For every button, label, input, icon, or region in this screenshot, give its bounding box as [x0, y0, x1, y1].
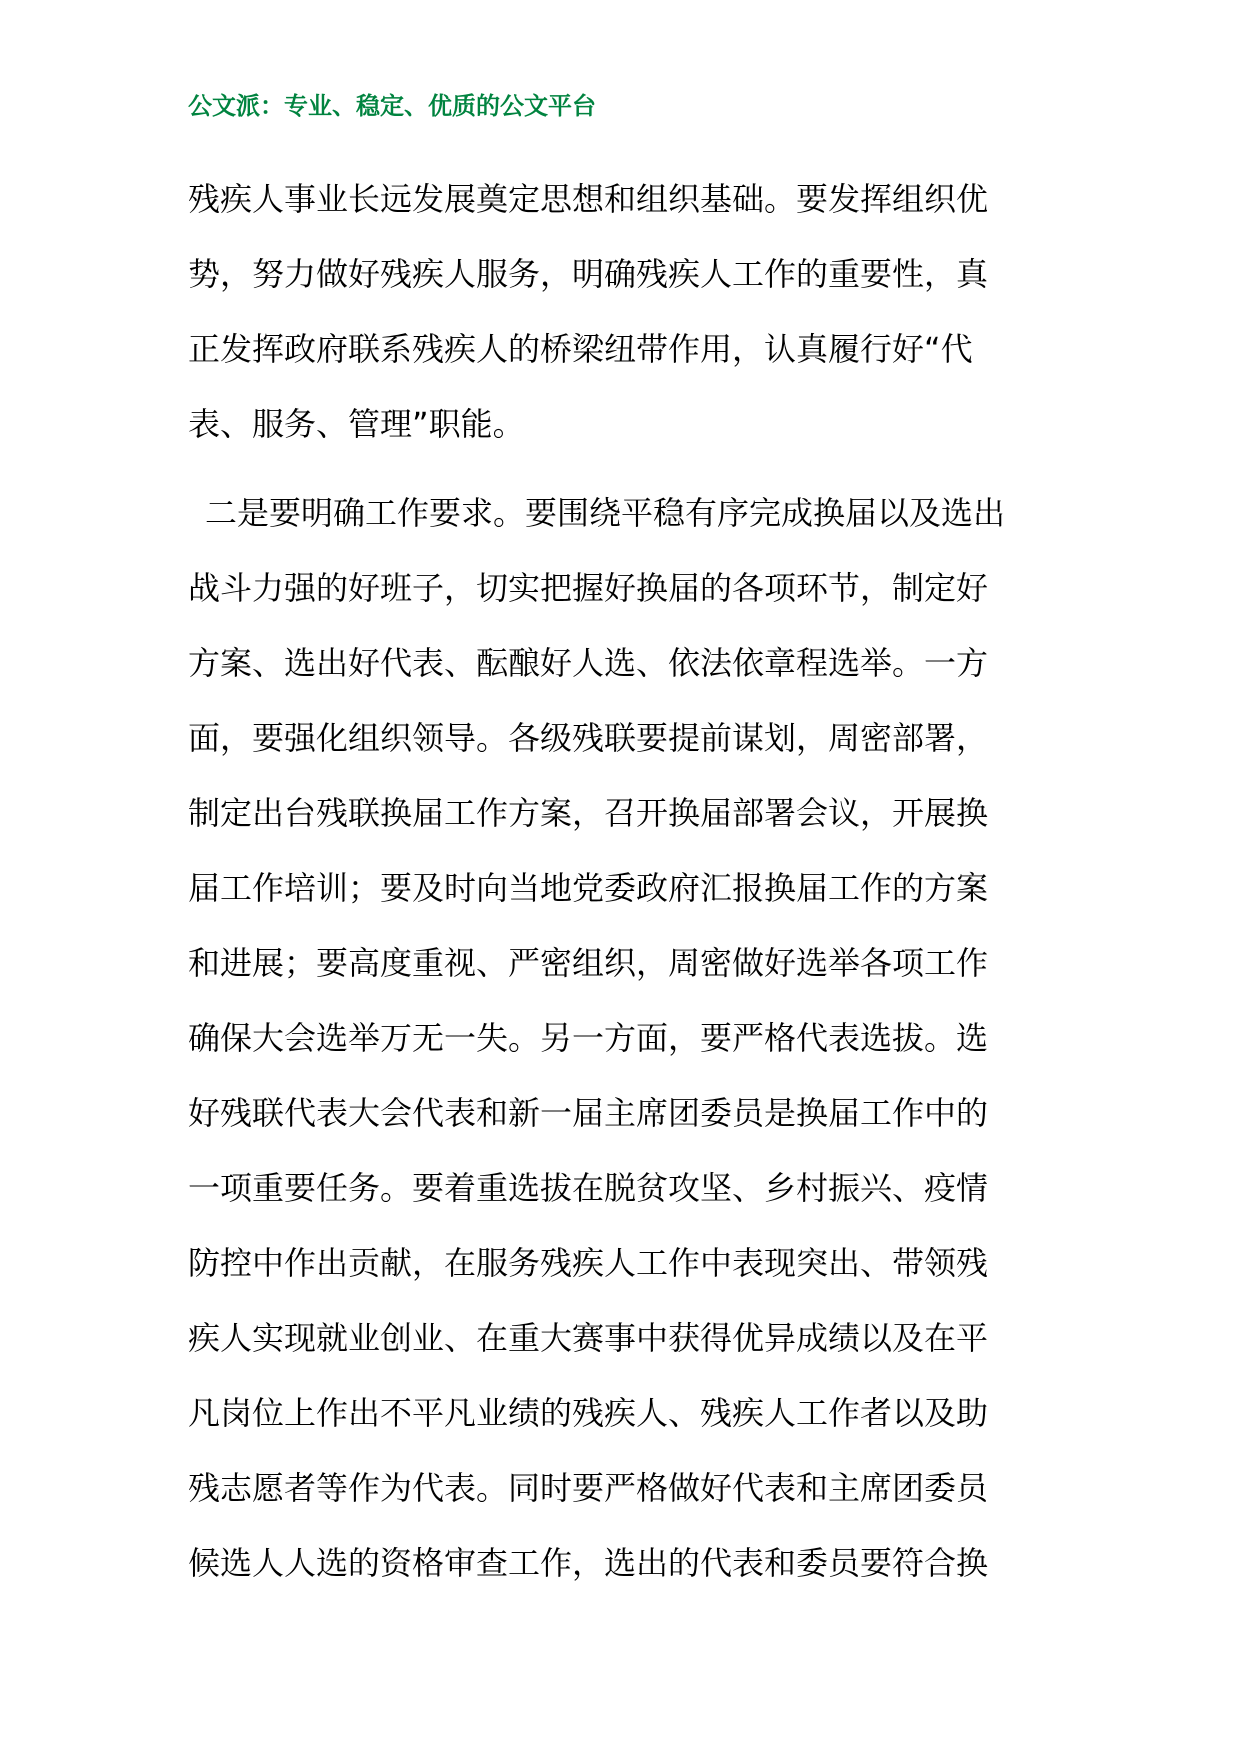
- text-line: 届工作培训；要及时向当地党委政府汇报换届工作的方案: [188, 869, 989, 907]
- text-line: 候选人人选的资格审查工作，选出的代表和委员要符合换: [188, 1544, 989, 1582]
- paragraph-1: [188, 162, 1060, 462]
- text-line: 残疾人事业长远发展奠定思想和组织基础。要发挥组织优: [188, 180, 989, 218]
- text-line: 确保大会选举万无一失。另一方面，要严格代表选拔。选: [188, 1019, 989, 1057]
- text-line: 战斗力强的好班子，切实把握好换届的各项环节，制定好: [188, 569, 989, 607]
- text-line: 面，要强化组织领导。各级残联要提前谋划，周密部署，: [188, 719, 989, 757]
- text-line: 方案、选出好代表、酝酿好人选、依法依章程选举。一方: [188, 644, 989, 682]
- text-line: 和进展；要高度重视、严密组织，周密做好选举各项工作: [188, 944, 989, 982]
- text-line: 一项重要任务。要着重选拔在脱贫攻坚、乡村振兴、疫情: [188, 1169, 989, 1207]
- text-line: 正发挥政府联系残疾人的桥梁纽带作用，认真履行好“代: [188, 330, 973, 368]
- text-line: 好残联代表大会代表和新一届主席团委员是换届工作中的: [188, 1094, 989, 1132]
- paragraph-2: [188, 476, 1060, 1601]
- text-line: 疾人实现就业创业、在重大赛事中获得优异成绩以及在平: [188, 1319, 989, 1357]
- text-line: 残志愿者等作为代表。同时要严格做好代表和主席团委员: [188, 1469, 989, 1507]
- text-line: 表、服务、管理”职能。: [188, 405, 525, 443]
- text-line: 势，努力做好残疾人服务，明确残疾人工作的重要性，真: [188, 255, 989, 293]
- text-line: 凡岗位上作出不平凡业绩的残疾人、残疾人工作者以及助: [188, 1394, 989, 1432]
- text-line: 防控中作出贡献，在服务残疾人工作中表现突出、带领残: [188, 1244, 989, 1282]
- page-header: 公文派：专业、稳定、优质的公文平台: [188, 92, 596, 120]
- text-line: 二是要明确工作要求。要围绕平稳有序完成换届以及选出: [205, 494, 1006, 532]
- text-line: 制定出台残联换届工作方案，召开换届部署会议，开展换: [188, 794, 989, 832]
